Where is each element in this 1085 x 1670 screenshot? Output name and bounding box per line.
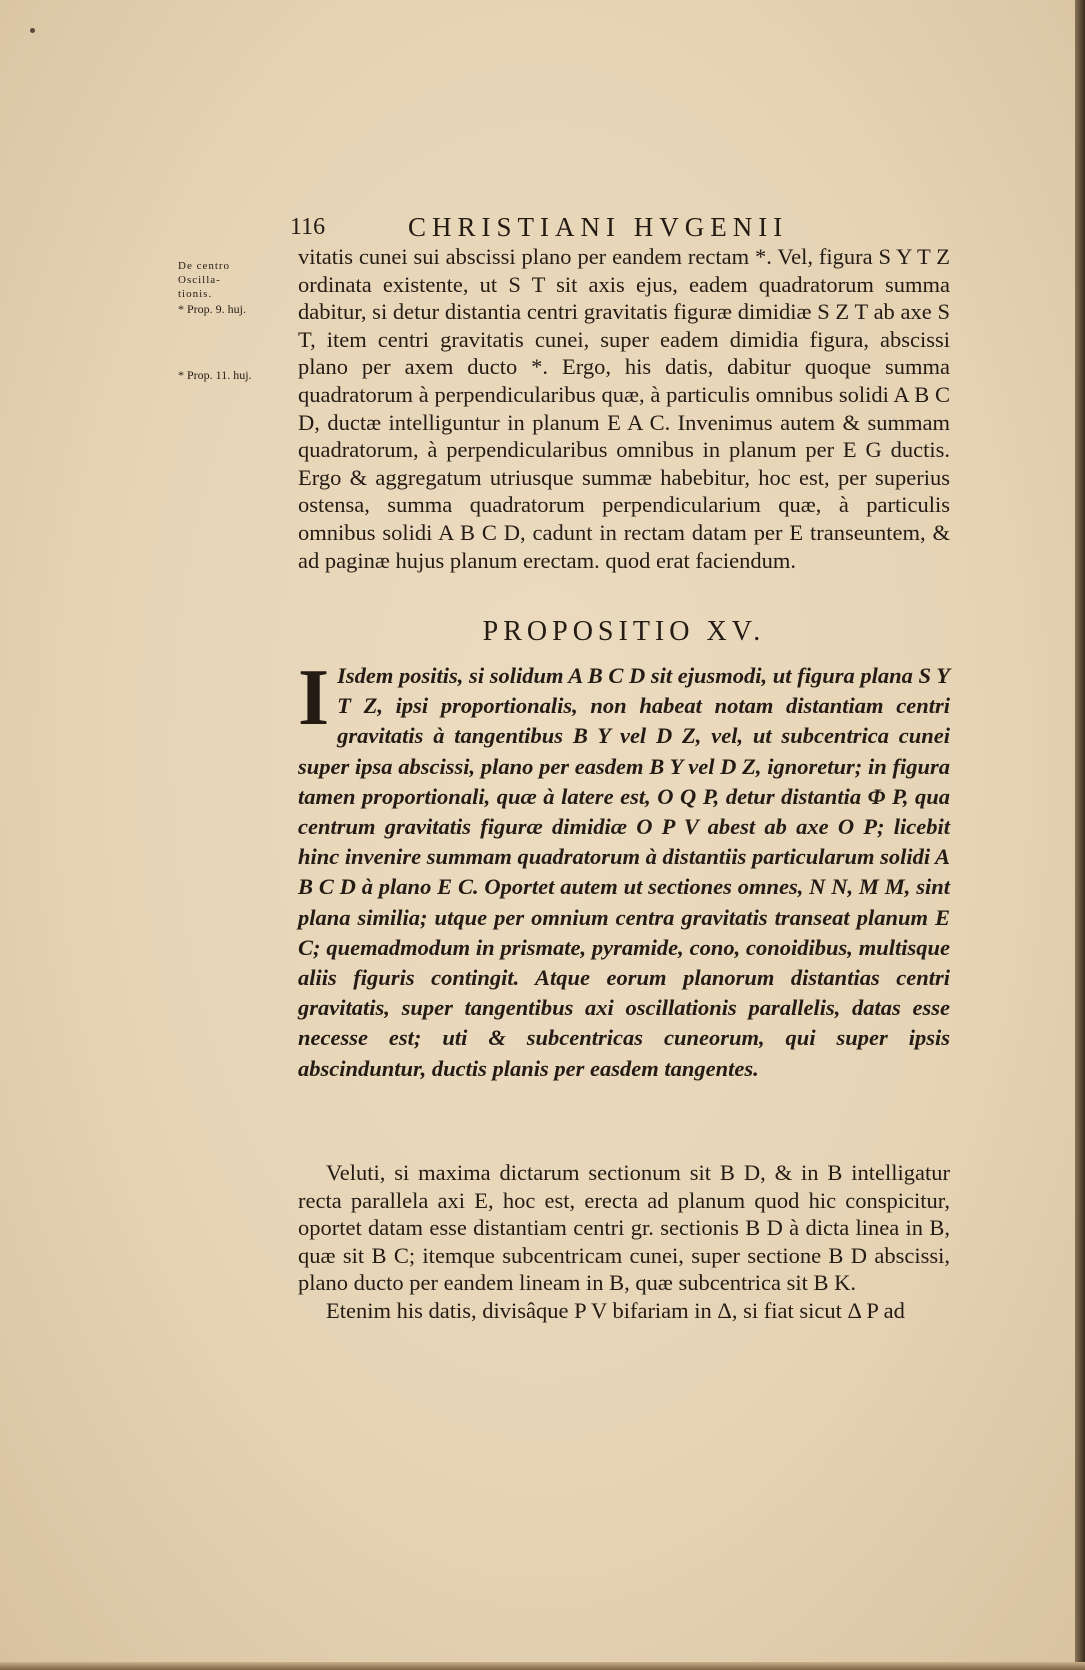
page-edge-shadow — [1075, 0, 1085, 1670]
continuation-paragraph: vitatis cunei sui abscissi plano per eandem rectam *. Vel, figura S Y T Z ordinata existente, ut S T sit axis ejus, eadem quadratorum summa dabitur, si detur distantia centri gravitatis figuræ dimidiæ S Z T ab axe S T, item centri gravitatis cunei, super eadem dimidia figura, abscissi plano per axem ducto *. Ergo, his datis, dabitur quoque summa quadratorum à perpendicularibus quæ, à particulis omnibus solidi A B C D, ductæ intelliguntur in planum E A C. Invenimus autem & summam quadratorum, à perpendicularibus omnibus in planum per E G ductis. Ergo & aggregatum utriusque summæ habebitur, hoc est, per superius ostensa, summa quadratorum perpendicularium quæ, à particulis omnibus solidi A B C D, cadunt in rectam datam per E transeuntem, & ad paginæ hujus planum erectam. quod erat faciendum. — [298, 244, 950, 573]
page-header — [290, 210, 950, 246]
proposition-text: Isdem positis, si solidum A B C D sit ejusmodi, ut figura plana S Y T Z, ipsi proportionalis, non habeat notam distantiam centri gravitatis à tangentibus B Y vel D Z, vel, ut subcentrica cunei super ipsa abscissi, plano per easdem B Y vel D Z, ignoretur; in figura tamen proportionali, quæ à latere est, O Q P, detur distantia Φ P, qua centrum gravitatis figuræ dimidiæ O P V abest ab axe O P; licebit hinc invenire summam quadratorum à distantiis particularum solidi A B C D à plano E C. Oportet autem ut sectiones omnes, N N, M M, sint plana similia; utque per omnium centra gravitatis transeat planum E C; quemadmodum in prismate, pyramide, cono, conoidibus, multisque aliis figuris contingit. Atque eorum planorum distantias centri gravitatis, super tangentibus axi oscillationis parallelis, datas esse necesse est; uti & subcentricas cuneorum, qui super ipsis abscinduntur, ductis planis per easdem tangentes. — [298, 663, 950, 1081]
proposition-statement — [298, 654, 950, 1084]
margin-section-title — [178, 259, 286, 301]
paragraph-veluti: Veluti, si maxima dictarum sectionum sit B D, & in B intelligatur recta parallela axi E, hoc est, erecta ad planum quod hic conspicitur, oportet datam esse distantiam centri gr. sectionis B D à dicta linea in B, quæ sit B C; itemque subcentricam cunei, super sectione B D abscissi, plano ducto per eandem lineam in B, quæ subcentrica sit B K. — [298, 1160, 950, 1296]
paragraph-etenim: Etenim his datis, divisâque P V bifariam in Δ, si fiat sicut Δ P ad — [326, 1297, 905, 1323]
proposition-heading: PROPOSITIO XV. — [482, 616, 766, 647]
page-number: 116 — [290, 214, 326, 240]
margin-note-1: * Prop. 9. huj. — [178, 302, 247, 316]
running-title: CHRISTIANI HVGENII — [408, 212, 789, 242]
body-text-top — [298, 243, 950, 574]
margin-title-line1: De centro — [178, 260, 231, 272]
margin-title-line2: Oscilla- — [178, 274, 221, 286]
body-text-bottom — [298, 1159, 950, 1325]
drop-cap-letter: I — [298, 654, 330, 742]
margin-note-2: * Prop. 11. huj. — [178, 368, 252, 382]
margin-title-line3: tionis. — [178, 288, 213, 300]
page-edge-bottom — [0, 1662, 1085, 1670]
ink-speck — [30, 28, 35, 33]
